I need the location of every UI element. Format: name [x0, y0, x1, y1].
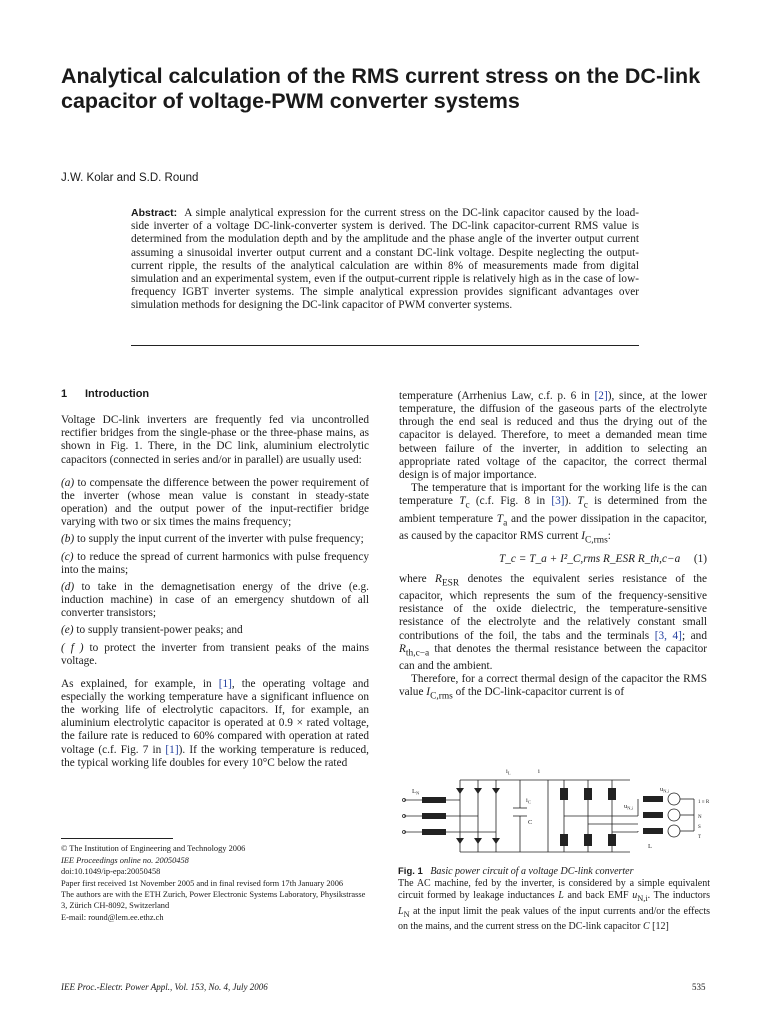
paragraph-3: temperature (Arrhenius Law, c.f. p. 6 in [2]), since, at the lower temperature, the diffusion of the gaseous parts of the electrolyte through the end seal is reduced and thus the drying out of the capacitor is delayed. Therefore, to meet a demanded mean time between failure of the inverter, in addition to selecting an appropriate rated voltage of the capacitor, the correct thermal design is of major importance.	[399, 390, 707, 481]
right-column	[399, 390, 707, 704]
ref-link[interactable]: [2]	[594, 390, 608, 402]
abstract-divider	[131, 345, 639, 346]
section-title: Introduction	[85, 388, 150, 400]
svg-text:uN,i: $u_{N,i}$	[624, 803, 633, 811]
paragraph-4: The temperature that is important for the working life is the can temperature $T_c$ (c.f. Fig. 8 in [3]). $T_c$ is determined from the ambient temperature $T_a$ and the power dissipation in the capacitor, as caused by the capacitor RMS current $I_{C,rms}$:	[399, 482, 708, 546]
equation-1	[399, 553, 707, 566]
footnote-email: E-mail: round@lem.ee.ethz.ch	[61, 912, 164, 922]
svg-text:S: S	[698, 825, 701, 830]
svg-text:iC: $i_C$	[526, 797, 531, 805]
section-number: 1	[61, 388, 68, 400]
figure-caption: Fig. 1 Basic power circuit of a voltage DC-link converter The AC machine, fed by the inverter, is considered by a simple equivalent circuit formed by leakage inductances L and back EMF $u_{N,i}$. The inductors $L_N$ at the input limit the peak values of the input currents and/or the effects on the mains, and the current stress on the DC-link capacitor C [12]	[398, 866, 710, 932]
paragraph-2: As explained, for example, in [1], the operating voltage and especially the working temperature have a significant influence on the working life of electrolytic capacitors. If, for example, an aluminium electrolytic capacitor is operated at 0.9 × rated voltage, the failure rate is reduced to 60% compared with operation at rated voltage (c.f. Fig. 7 in [1]). If the working temperature is reduced, the typical working life doubles for every 10°C below the rated	[61, 677, 370, 769]
journal-citation: IEE Proc.-Electr. Power Appl., Vol. 153, No. 4, July 2006	[61, 982, 268, 992]
intro-paragraph: Voltage DC-link inverters are frequently fed via uncontrolled rectifier bridges from the single-phase or the three-phase mains, as shown in Fig. 1. There, in the DC link, aluminium electrolytic capacitors (connected in series and/or in parallel) are usually used:	[61, 414, 369, 466]
svg-text:iL: $i_L$	[506, 768, 511, 776]
svg-text:C: C	[528, 819, 533, 826]
svg-text:uN,i: $u_{N,i}$	[660, 786, 669, 794]
ref-link[interactable]: [3]	[551, 495, 565, 508]
paragraph-5: where $R_{ESR}$ denotes the equivalent series resistance of the capacitor, which represents the sum of the frequency-sensitive resistance of the oxide dielectric, the temperature-sensitive resistance of the electrolyte and the relatively constant small contributions of the foil, the tabs and the terminals [3, 4]; and $R_{th,c-a}$ that denotes the thermal resistance between the capacitor can and the ambient.	[399, 572, 708, 673]
equation-body: T_c = T_a + I²_C,rms R_ESR R_th,c−a	[499, 553, 681, 566]
footnote-affiliation: The authors are with the ETH Zurich, Power Electronic Systems Laboratory, Physikstrasse 3, Zürich CH-8092, Switzerland	[61, 890, 366, 910]
list-item: (c) to reduce the spread of current harmonics with pulse frequency into the mains;	[61, 550, 369, 576]
ref-link[interactable]: [3, 4]	[654, 629, 682, 642]
svg-text:T: T	[698, 835, 702, 840]
svg-text:LN: $L_N$	[412, 788, 420, 796]
svg-text:N: N	[698, 815, 702, 820]
ref-link[interactable]: [1]	[165, 743, 179, 756]
footnotes	[61, 838, 369, 924]
svg-text:L: L	[648, 843, 652, 850]
abstract	[131, 207, 639, 313]
footnote-online: IEE Proceedings online no. 20050458	[61, 855, 189, 865]
list-item: (e) to supply transient-power peaks; and	[61, 624, 243, 637]
left-column	[61, 388, 369, 774]
equation-number: (1)	[693, 553, 707, 566]
footnote-received: Paper first received 1st November 2005 and in final revised form 17th January 2006	[61, 878, 344, 888]
svg-text:i: i	[538, 768, 540, 775]
abstract-label: Abstract:	[131, 207, 178, 219]
figure-label: Fig. 1	[398, 866, 423, 877]
figure-1-circuit	[398, 758, 710, 862]
paragraph-6: Therefore, for a correct thermal design of the capacitor the RMS value $I_{C,rms}$ of the DC-link-capacitor current is of	[399, 673, 707, 702]
list-item: (b) to supply the input current of the inverter with pulse frequency;	[61, 533, 364, 546]
footnote-copyright: © The Institution of Engineering and Technology 2006	[61, 844, 246, 853]
figure-title: Basic power circuit of a voltage DC-link converter	[430, 866, 634, 877]
svg-text:1 ≡ R: 1 ≡ R	[698, 800, 710, 805]
paper-title: Analytical calculation of the RMS current stress on the DC-link capacitor of voltage-PWM converter systems	[61, 64, 701, 113]
footnote-divider	[61, 838, 173, 839]
ref-link[interactable]: [1]	[218, 677, 232, 690]
list-item: (d) to take in the demagnetisation energy of the drive (e.g. induction machine) in case of an emergency shutdown of all converter transistors;	[61, 580, 369, 620]
footnote-doi: doi:10.1049/ip-epa:20050458	[61, 867, 161, 877]
purpose-list	[61, 477, 369, 668]
list-item: (a) to compensate the difference between the power requirement of the inverter (whose mean value is constant in steady-state operation) and the output power of the input-rectifier bridge varying with two or six times the mains frequency;	[61, 476, 369, 529]
authors: J.W. Kolar and S.D. Round	[61, 172, 199, 184]
abstract-text: A simple analytical expression for the current stress on the DC-link capacitor caused by the load-side inverter of a voltage DC-link-converter system is derived. The DC-link capacitor-current RMS value is determined from the modulation depth and by the amplitude and the phase angle of the inverter output current assuming a sinusoidal inverter output current and a constant DC-link voltage. Despite neglecting the output-current ripple, the results of the analytical calculation are within 8% of measurements made from digital simulation and an experimental system, even if the output-current ripple is relatively high as in the case of low-frequency IGBT inverter systems. The simple analytical expression provides significant advantages over simulation methods for designing the DC-link capacitor of PWM converter systems.	[131, 207, 640, 312]
list-item: ( f ) to protect the inverter from transient peaks of the mains voltage.	[61, 641, 370, 667]
section-heading	[61, 388, 369, 401]
page-number: 535	[692, 982, 706, 992]
